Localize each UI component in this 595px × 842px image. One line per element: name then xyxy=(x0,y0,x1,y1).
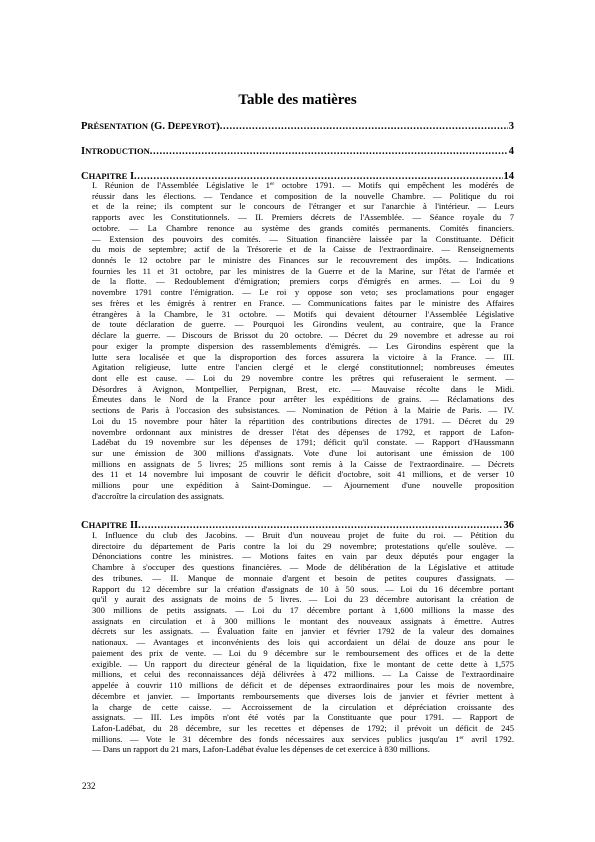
toc-page-number: 14 xyxy=(503,171,514,182)
summary-line: décrets sur les assignats. — Évaluation faite en janvier et février 1792 de la valeur des domaines xyxy=(92,626,514,637)
summary-line: Désordres à Avignon, Montpellier, Perpignan, Brest, etc. — Mauvaise récolte dans le Midi. xyxy=(92,383,514,394)
chapter-1-summary xyxy=(92,180,514,502)
toc-entry-label: INTRODUCTION xyxy=(81,146,150,157)
summary-line: Lafon-Ladébat, du 28 décembre, sur les recettes et dépenses de 1792; il prévoit un déficit de 245 xyxy=(92,722,514,733)
summary-line: novembre 1791 contre l'émigration. — Le roi y oppose son veto; ses proclamations pour engager xyxy=(92,287,514,298)
summary-line: rapports avec les Constitutionnels. — II. Premiers décrets de l'Assemblée. — Séance royale du 7 xyxy=(92,212,514,223)
summary-line: du mois de septembre; actif de la Trésorerie et de la Caisse de l'extraordinaire. — Renseignements xyxy=(92,244,514,255)
summary-line: de la flotte. — Redoublement d'émigration; premiers corps d'émigrés en armes. — Loi du 9 xyxy=(92,276,514,287)
summary-line: millions. — Vote le 31 décembre des fonds nécessaires aux services publics jusqu'au 1er avril 1792. xyxy=(92,733,514,744)
summary-line: Ladébat du 19 novembre sur les dépenses de 1791; déficit qu'il constate. — Rapport d'Haussmann xyxy=(92,437,514,448)
summary-line: qu'il y aurait des assignats de moins de 5 livres. — Loi du 23 décembre autorisant la création de xyxy=(92,594,514,605)
summary-line: la charge de cette caisse. — Accroissement de la circulation et dépréciation croissante des xyxy=(92,701,514,712)
summary-line: appelée à couvrir 110 millions de déficit et de dépenses extraordinaires pour les mois de novembre, xyxy=(92,680,514,691)
summary-line: millions, et celui des reconnaissances déjà délivrées à 472 millions. — La Caisse de l'extraordinaire xyxy=(92,669,514,680)
summary-line: I. Réunion de l'Assemblée Législative le 1er octobre 1791. — Motifs qui empêchent les modérés de xyxy=(92,180,514,190)
dot-leader xyxy=(150,146,508,158)
summary-line: assignats en circulation et à 300 millions le montant des nouveaux assignats à émettre. Autres xyxy=(92,615,514,626)
toc-page-number: 36 xyxy=(503,520,514,531)
dot-leader xyxy=(220,121,508,133)
summary-line: étrangères à la Chambre, le 31 octobre. — Motifs qui devaient détourner l'Assemblée Législative xyxy=(92,308,514,319)
summary-line: assignats. — III. Les impôts n'ont été votés par la Constituante que pour 1791. — Rapport de xyxy=(92,712,514,723)
summary-line: Dénonciations contre les ministres. — Motions faites en vain par deux députés pour engager la xyxy=(92,551,514,562)
summary-line: Loi du 15 novembre pour hâter la répartition des contributions directes de 1791. — Décret du 29 xyxy=(92,415,514,426)
summary-line: réussir dans les élections. — Tendance et composition de la nouvelle Chambre. — Politique du roi xyxy=(92,190,514,201)
summary-line: de toute déclaration de guerre. — Pourquoi les Girondins veulent, au contraire, que la France xyxy=(92,319,514,330)
summary-line: 300 millions de petits assignats. — Loi du 17 décembre portant à 1,600 millions la masse des xyxy=(92,605,514,616)
toc-entry-presentation[interactable] xyxy=(81,120,514,133)
summary-line: pour exiger la prompte dispersion des rassemblements d'émigrés. — Les Girondins espèrent que la xyxy=(92,340,514,351)
chapter-2-summary xyxy=(92,530,514,755)
summary-line: ses frères et les émigrés à rentrer en France. — Communications faites par le ministre des Affaires xyxy=(92,297,514,308)
summary-line: donnés le 12 octobre par le ministre des Finances sur le recouvrement des impôts. — Indications xyxy=(92,255,514,266)
summary-line: — Extension des pouvoirs des comités. — Situation financière laissée par la Constituante. Déficit xyxy=(92,233,514,244)
summary-line: Agitation religieuse, lutte entre l'ancien clergé et le clergé constitutionnel; nombreuses émeutes xyxy=(92,362,514,373)
page-title: Table des matières xyxy=(238,92,357,108)
summary-line: sections de Paris à l'occasion des subsistances. — Nomination de Pétion à la Mairie de Paris. — IV. xyxy=(92,405,514,416)
toc-page-number: 4 xyxy=(508,146,514,157)
summary-line: d'accroître la circulation des assignats. xyxy=(92,490,225,501)
summary-line: et de la reine; ils comptent sur le concours de l'étranger et sur l'anarchie à l'intérieur. — Leurs xyxy=(92,201,514,212)
toc-entry-label: CHAPITRE I xyxy=(81,171,135,182)
toc-page-number: 3 xyxy=(508,121,514,132)
summary-line: des 11 et 14 novembre lui imposant de couvrir le déficit d'octobre, soit 41 millions, et de verser 10 xyxy=(92,469,514,480)
toc-entry-label: PRÉSENTATION (G. DEPEYROT) xyxy=(81,121,220,132)
summary-line: novembre ordonnant aux ministres de dresser l'état des dépenses de 1792, et rapport de Lafon- xyxy=(92,426,514,437)
summary-line: millions pour une expédition à Saint-Domingue. — Ajournement d'une nouvelle proposition xyxy=(92,480,514,491)
summary-line: I. Influence du club des Jacobins. — Bruit d'un nouveau projet de fuite du roi. — Pétition du xyxy=(92,530,514,540)
page-number: 232 xyxy=(82,781,96,791)
summary-line: millions en assignats de 5 livres; 25 millions sont remis à la Caisse de l'extraordinaire. — Décrets xyxy=(92,458,514,469)
summary-line: nationaux. — Avantages et inconvénients des lois qui accordaient un délai de douze ans pour le xyxy=(92,637,514,648)
summary-line: Émeutes dans le Nord de la France pour arrêter les expéditions de grains. — Réclamations des xyxy=(92,394,514,405)
toc-entry-introduction[interactable] xyxy=(81,145,514,158)
summary-line: paiement des prix de vente. — Loi du 9 décembre sur le remboursement des offices et de la dette xyxy=(92,647,514,658)
summary-line: sur une émission de 300 millions d'assignats. Vote d'une loi autorisant une émission de 100 xyxy=(92,447,514,458)
summary-line: fournies les 11 et 31 octobre, par les ministres de la Guerre et de la Marine, sur l'état de l'armée et xyxy=(92,265,514,276)
summary-line: Rapport du 12 décembre sur la création d'assignats de 10 à 50 sous. — Loi du 16 décembre portant xyxy=(92,583,514,594)
summary-line: octobre. — La Chambre renonce au système des grands comités permanents. Comités financiers. xyxy=(92,222,514,233)
summary-line: des tribunes. — II. Manque de monnaie d'argent et besoin de petites coupures d'assignats. — xyxy=(92,572,514,583)
toc-entry-label: CHAPITRE II xyxy=(81,520,139,531)
summary-line: lutte sera localisée et que la disproportion des forces assurera la victoire à la France. — III. xyxy=(92,351,514,362)
summary-line: — Dans un rapport du 21 mars, Lafon-Ladébat évalue les dépenses de cet exercice à 830 millions. xyxy=(92,744,430,755)
summary-line: décembre et janvier. — Importants remboursements que diverses lois de janvier et février mettent à xyxy=(92,690,514,701)
summary-line: Chambre à s'occuper des questions financières. — Mode de délibération de la Législative et attitude xyxy=(92,562,514,573)
summary-line: exigible. — Un rapport du directeur général de la liquidation, fixe le montant de cette dette à 1,575 xyxy=(92,658,514,669)
summary-line: directoire du département de Paris contre la loi du 29 novembre; protestations qu'elle soulève. — xyxy=(92,540,514,551)
summary-line: dont elle est cause. — Loi du 29 novembre contre les prêtres qui refuseraient le serment. — xyxy=(92,372,514,383)
summary-line: déclare la guerre. — Discours de Brissot du 20 octobre. — Décret du 29 novembre et adresse au roi xyxy=(92,330,514,341)
